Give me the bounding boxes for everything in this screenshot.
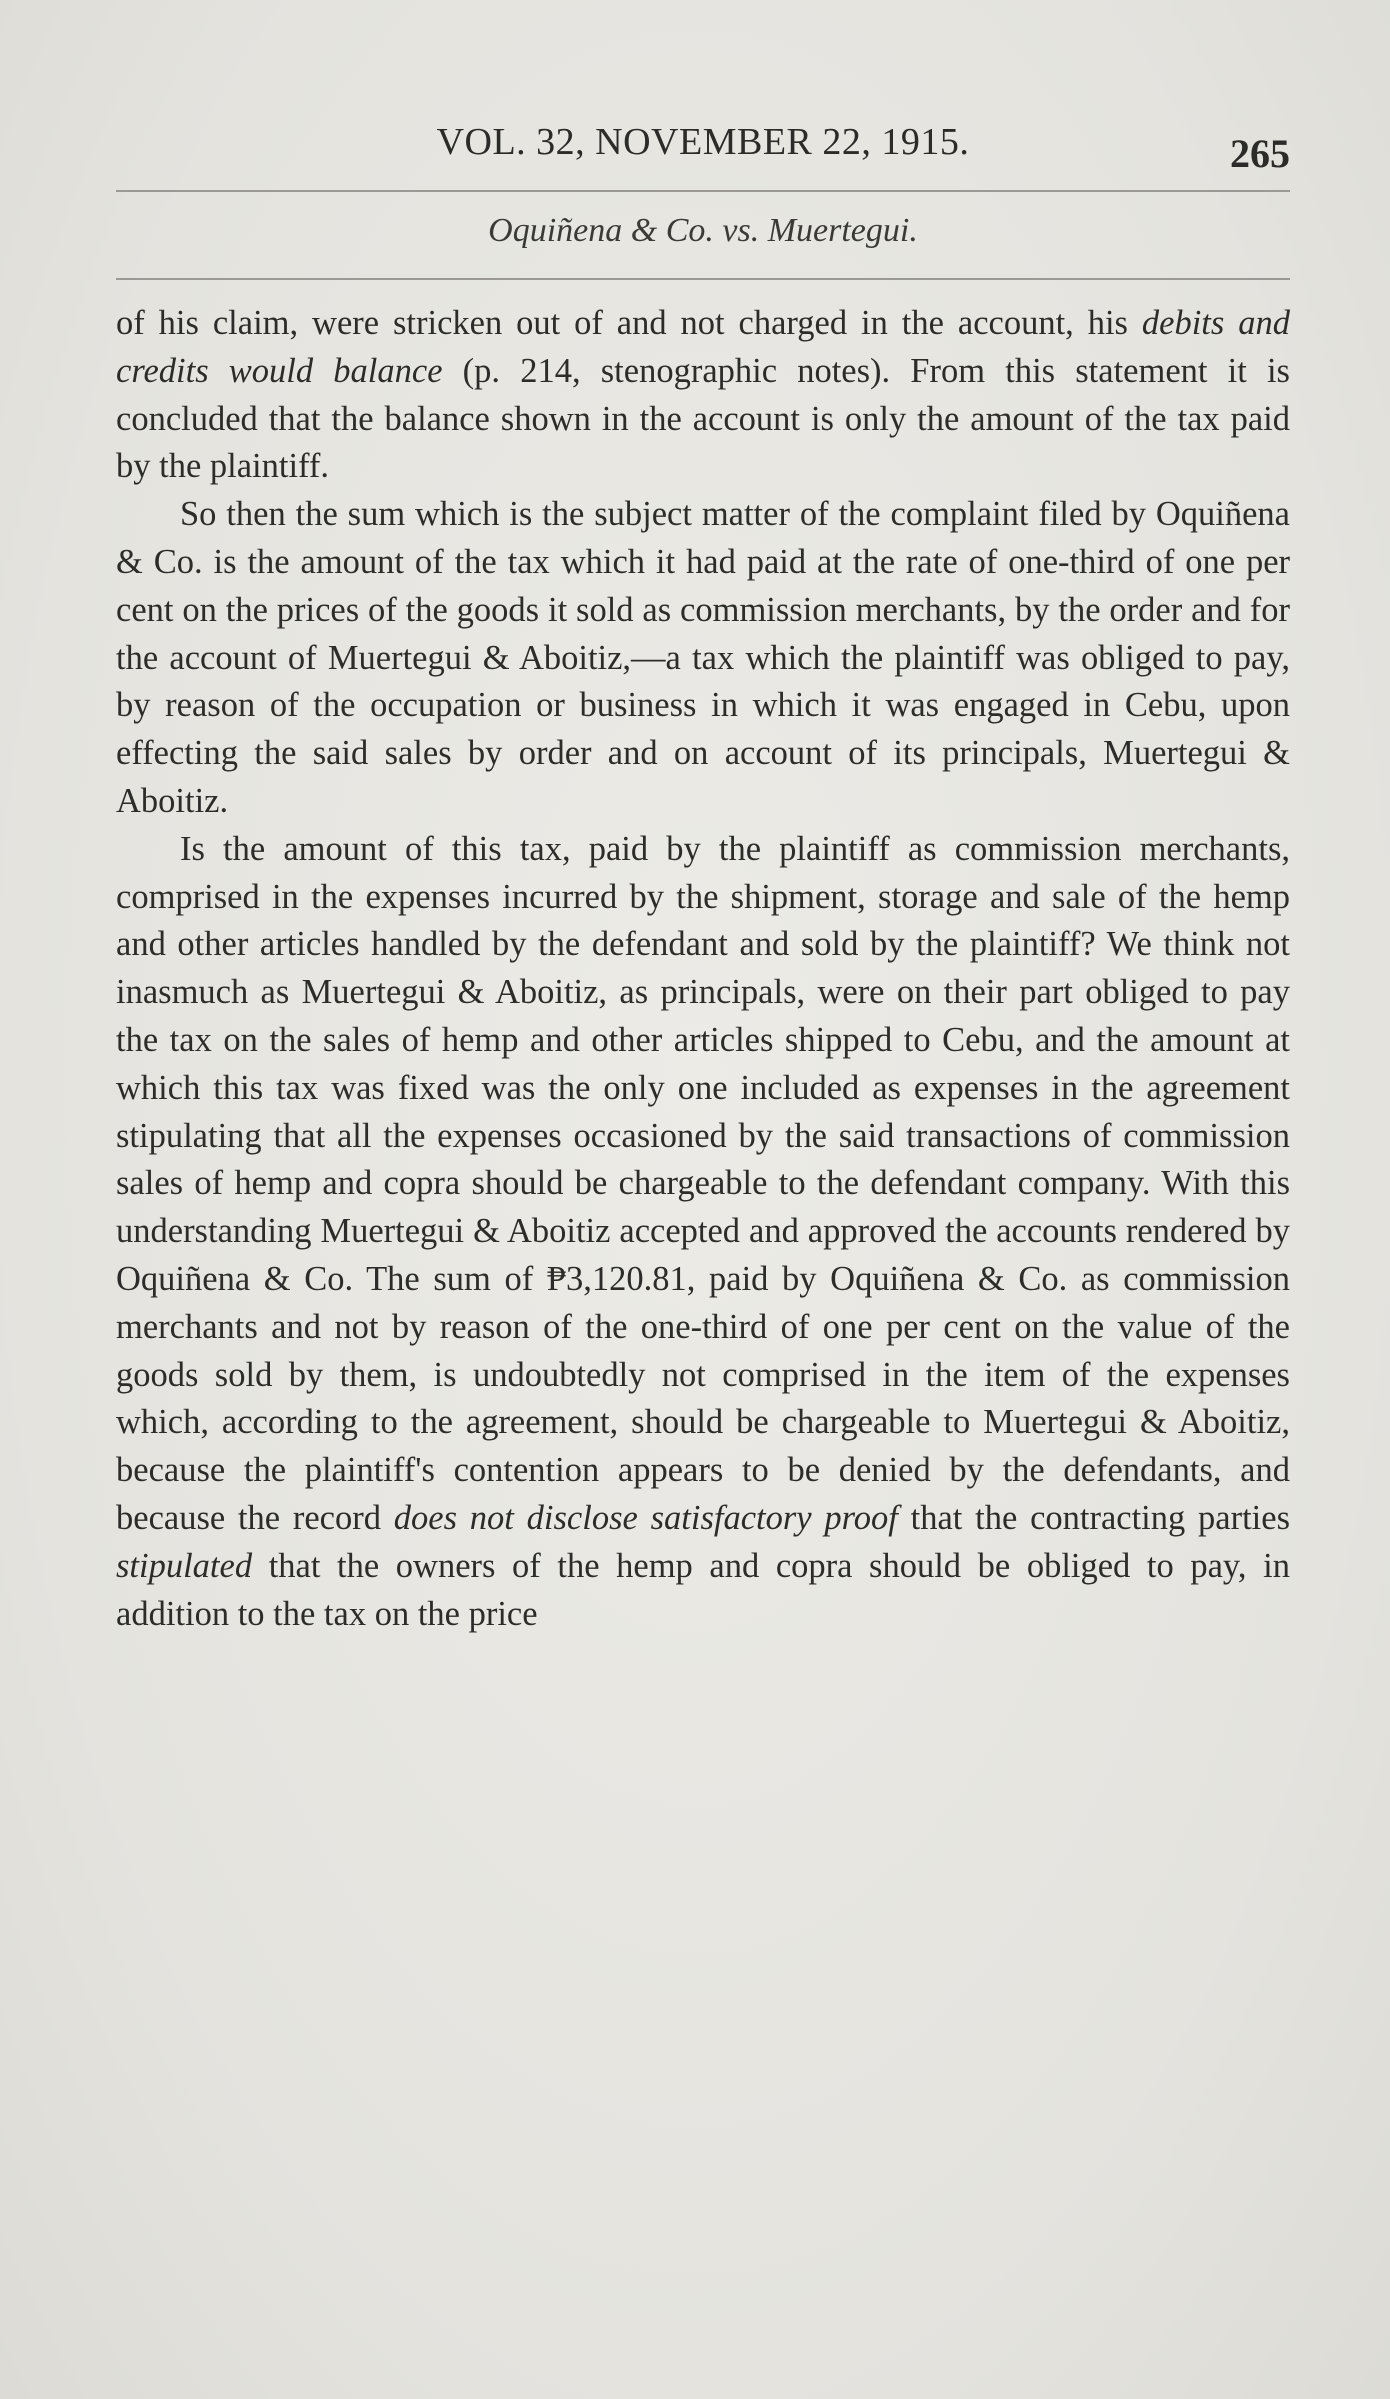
page-number: 265 — [1230, 131, 1290, 176]
paragraph-1 — [116, 300, 1290, 491]
paragraph-3 — [116, 826, 1290, 1639]
paragraph-1-emphasis: debits and credits would balance — [116, 304, 1290, 390]
body-text — [116, 300, 1290, 1638]
paragraph-3-emphasis-2: stipulated — [116, 1546, 253, 1585]
running-head — [116, 120, 1290, 190]
running-title: VOL. 32, NOVEMBER 22, 1915. — [436, 121, 970, 163]
header-rule-bottom — [116, 278, 1290, 280]
paragraph-1-part-c: (p. 214, stenographic notes). From this statement it is concluded that the balance shown in the account is only the amount of the tax paid by the plaintiff. — [116, 351, 1290, 486]
paragraph-3-emphasis-1: does not disclose satisfactory proof — [393, 1498, 898, 1537]
header-rule-top — [116, 190, 1290, 192]
case-title: Oquiñena & Co. vs. Muertegui. — [488, 212, 918, 249]
paragraph-3-part-a: Is the amount of this tax, paid by the plaintiff as commission merchants, comprised in the expenses incurred by the shipment, storage and sale of the hemp and other articles handled by the defendant and sold by the plaintiff? We think not inasmuch as Muertegui & Aboitiz, as principals, were on their part obliged to pay the tax on the sales of hemp and other articles shipped to Cebu, and the amount at which this tax was fixed was the only one included as expenses in the agreement stipulating that all the expenses occasioned by the said transactions of commission sales of hemp and copra should be chargeable to the defendant company. With this understanding Muertegui & Aboitiz accepted and approved the accounts rendered by Oquiñena & Co. The sum of ₱3,120.81, paid by Oquiñena & Co. as commission merchants and not by reason of the one-third of one per cent on the value of the goods sold by them, is undoubtedly not comprised in the item of the expenses which, according to the agreement, should be chargeable to Muertegui & Aboitiz, because the plaintiff's contention appears to be denied by the defendants, and because the record — [116, 829, 1290, 1537]
paragraph-3-part-e: that the owners of the hemp and copra should be obliged to pay, in addition to the tax on the price — [116, 1546, 1290, 1633]
paragraph-2: So then the sum which is the subject matter of the complaint filed by Oquiñena & Co. is the amount of the tax which it had paid at the rate of one-third of one per cent on the prices of the goods it sold as commission merchants, by the order and for the account of Muertegui & Aboitiz,—a tax which the plaintiff was obliged to pay, by reason of the occupation or business in which it was engaged in Cebu, upon effecting the said sales by order and on account of its principals, Muertegui & Aboitiz. — [116, 495, 1290, 820]
paragraph-3-part-c: that the contracting parties — [897, 1498, 1291, 1537]
paragraph-1-part-a: of his claim, were stricken out of and not charged in the account, his — [116, 304, 1142, 342]
